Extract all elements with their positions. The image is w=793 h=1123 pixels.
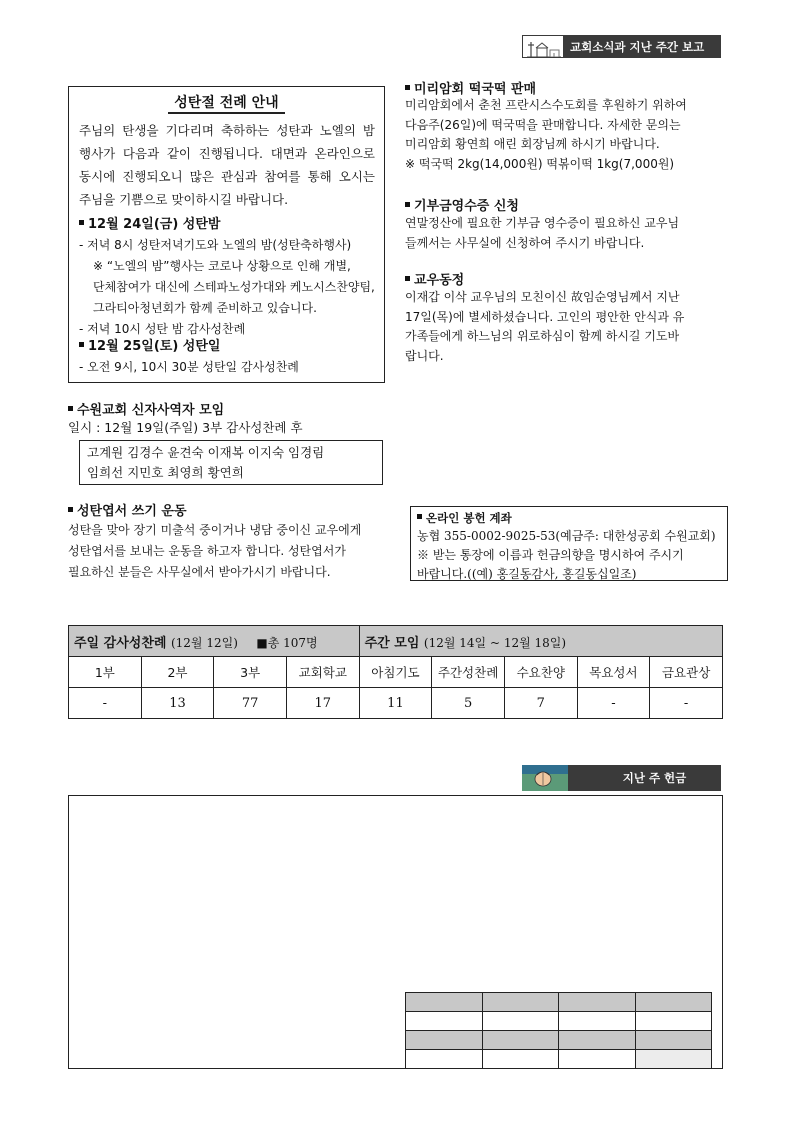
offering-title: 지난 주 헌금 [622,771,687,785]
christmas-eve-details: - 저녁 8시 성탄저녁기도와 노엘의 밤(성탄축하행사) ※ “노엘의 밤”행사는 코로나 상황으로 인해 개별, 단체참여가 대신에 스테파노성가대와 케노시스찬양팀, 그라티아청년회가 함께 준비하고 있습니다. - 저녁 10시 성탄 밤 감사성찬례 [79,238,375,336]
attendance-table [68,625,723,719]
church-icon [522,35,564,58]
total-count: ■총 107명 [256,635,318,650]
section-header-badge [522,35,721,58]
christmas-eve-heading: 12월 24일(금) 성탄밤 [79,214,220,236]
receipt-text: 연말정산에 필요한 기부금 영수증이 필요하신 교우님 들께서는 사무실에 신청하여 주시기 바랍니다. [405,216,680,250]
table-row [406,1050,712,1069]
offering-header-badge [522,765,721,791]
ministers-schedule: 일시 : 12월 19일(주일) 3부 감사성찬례 후 [68,420,303,435]
news-heading: 교우동정 [405,269,464,288]
table-header-row: 1부 2부 3부 교회학교 아침기도 주간성찬례 수요찬양 목요성서 금요관상 [69,657,723,688]
table-row [406,1031,712,1050]
table-row: - 13 77 17 11 5 7 - - [69,688,723,719]
ricecake-heading: 미리암회 떡국떡 판매 [405,78,536,97]
table-row [406,1012,712,1031]
offering-table [405,992,712,1069]
weekly-header: 주간 모임 (12월 14일 ~ 12월 18일) [359,626,722,657]
online-heading: 온라인 봉헌 계좌 [417,510,721,527]
header-title: 교회소식과 지난 주간 보고 [570,39,705,54]
receipt-heading: 기부금영수증 신청 [405,195,519,214]
praying-hands-icon [522,765,568,791]
news-text: 이재갑 이삭 교우님의 모친이신 故임순영님께서 지난 17일(목)에 별세하셨습니다. 고인의 평안한 안식과 유 가족들에게 하느님의 위로하심이 함께 하시길 기도바 랍니다. [405,290,685,363]
christmas-intro: 주님의 탄생을 기다리며 축하하는 성탄과 노엘의 밤 행사가 다음과 같이 진행됩니다. 대면과 온라인으로 동시에 진행되오니 많은 관심과 참여를 통해 오시는 주님을 기쁨으로 맞이하시길 바랍니다. [79,123,375,207]
table-row [406,993,712,1012]
cards-text: 성탄을 맞아 장기 미출석 중이거나 냉담 중이신 교우에게 성탄엽서를 보내는 운동을 하고자 합니다. 성탄엽서가 필요하신 분들은 사무실에서 받아가시기 바랍니다. [68,523,362,579]
sunday-header: 주일 감사성찬례 (12월 12일) ■총 107명 [69,626,360,657]
ricecake-text: 미리암회에서 춘천 프란시스수도회를 후원하기 위하여 다음주(26일)에 떡국떡을 판매합니다. 자세한 문의는 미리암회 황연희 애린 회장님께 하시기 바랍니다. ※ 떡국떡 2kg(14,000원) 떡볶이떡 1kg(7,000원) [405,98,687,171]
online-offering-box: 온라인 봉헌 계좌 농협 355-0002-9025-53(예금주: 대한성공회 수원교회) ※ 받는 통장에 이름과 헌금의향을 명시하여 주시기 바랍니다.((예) 홍길동감사, 홍길동십일조) [410,506,728,581]
christmas-day-details: - 오전 9시, 10시 30분 성탄일 감사성찬례 [79,360,299,374]
christmas-day-heading: 12월 25일(토) 성탄일 [79,336,220,358]
ministers-names-box: 고계원 김경수 윤견숙 이재복 이지숙 임경림 임희선 지민호 최영희 황연희 [79,440,383,485]
christmas-title: 성탄절 전례 안내 [69,92,384,112]
ministers-heading: 수원교회 신자사역자 모임 [68,399,224,418]
cards-heading: 성탄엽서 쓰기 운동 [68,500,187,519]
christmas-liturgy-box [68,86,385,383]
